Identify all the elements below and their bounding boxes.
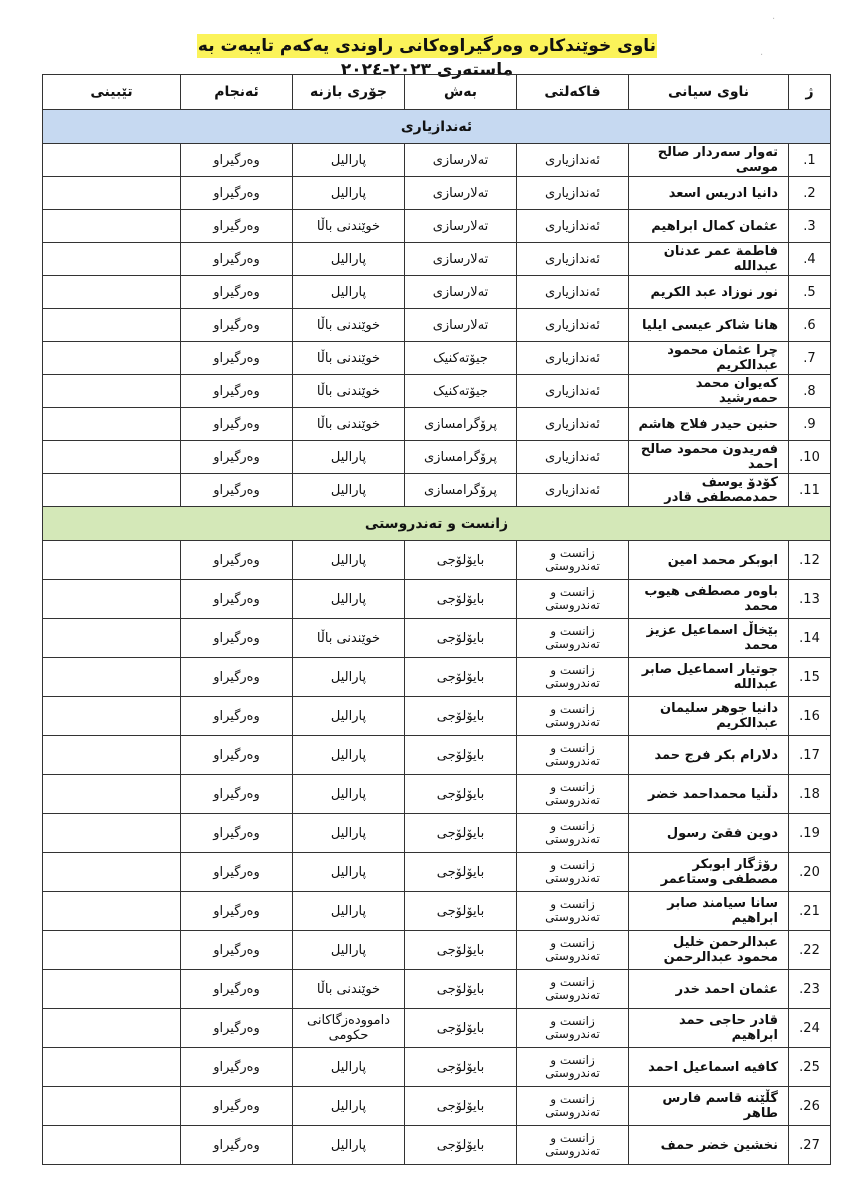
type-cell: پارالیل xyxy=(293,853,405,892)
section-title: ئەندازیاری xyxy=(43,110,831,144)
table-row xyxy=(43,342,831,375)
notes-cell xyxy=(43,177,181,210)
row-number: 7. xyxy=(789,342,831,375)
table-row xyxy=(43,658,831,697)
table-row xyxy=(43,177,831,210)
student-name: قادر حاجی حمد ابراهیم xyxy=(629,1009,789,1048)
department-cell: پرۆگرامسازی xyxy=(405,408,517,441)
faculty-cell: زانست و تەندروستی xyxy=(517,736,629,775)
type-cell: پارالیل xyxy=(293,775,405,814)
type-cell: پارالیل xyxy=(293,736,405,775)
faculty-cell: ئەندازیاری xyxy=(517,144,629,177)
result-cell: وەرگیراو xyxy=(181,1009,293,1048)
notes-cell xyxy=(43,1009,181,1048)
faculty-cell: زانست و تەندروستی xyxy=(517,814,629,853)
department-cell: تەلارسازی xyxy=(405,144,517,177)
student-name: نخشین خضر حمف xyxy=(629,1126,789,1165)
department-cell: بایۆلۆجی xyxy=(405,697,517,736)
department-cell: بایۆلۆجی xyxy=(405,814,517,853)
department-cell: بایۆلۆجی xyxy=(405,931,517,970)
table-row xyxy=(43,1126,831,1165)
faculty-cell: زانست و تەندروستی xyxy=(517,970,629,1009)
student-name: تەوار سەردار صالح موسی xyxy=(629,144,789,177)
table-row xyxy=(43,408,831,441)
faculty-cell: ئەندازیاری xyxy=(517,342,629,375)
table-row xyxy=(43,541,831,580)
student-name: بێخاڵ اسماعیل عزیز محمد xyxy=(629,619,789,658)
notes-cell xyxy=(43,1087,181,1126)
department-cell: بایۆلۆجی xyxy=(405,619,517,658)
faculty-cell: زانست و تەندروستی xyxy=(517,697,629,736)
table-row xyxy=(43,309,831,342)
department-cell: بایۆلۆجی xyxy=(405,892,517,931)
department-cell: جیۆتەکنیک xyxy=(405,375,517,408)
row-number: 21. xyxy=(789,892,831,931)
row-number: 2. xyxy=(789,177,831,210)
table-row xyxy=(43,210,831,243)
result-cell: وەرگیراو xyxy=(181,408,293,441)
result-cell: وەرگیراو xyxy=(181,775,293,814)
notes-cell xyxy=(43,814,181,853)
result-cell: وەرگیراو xyxy=(181,309,293,342)
type-cell: پارالیل xyxy=(293,814,405,853)
notes-cell xyxy=(43,408,181,441)
type-cell: پارالیل xyxy=(293,276,405,309)
notes-cell xyxy=(43,144,181,177)
faculty-cell: زانست و تەندروستی xyxy=(517,1048,629,1087)
type-cell: خوێندنی باڵا xyxy=(293,619,405,658)
result-cell: وەرگیراو xyxy=(181,375,293,408)
faculty-cell: زانست و تەندروستی xyxy=(517,1087,629,1126)
faculty-cell: زانست و تەندروستی xyxy=(517,853,629,892)
student-name: دانیا جوهر سلیمان عبدالكريم xyxy=(629,697,789,736)
row-number: 13. xyxy=(789,580,831,619)
department-cell: بایۆلۆجی xyxy=(405,541,517,580)
student-name: دوین فقێ رسول xyxy=(629,814,789,853)
table-row xyxy=(43,375,831,408)
notes-cell xyxy=(43,658,181,697)
department-cell: تەلارسازی xyxy=(405,276,517,309)
faculty-cell: ئەندازیاری xyxy=(517,441,629,474)
type-cell: پارالیل xyxy=(293,1087,405,1126)
table-row xyxy=(43,276,831,309)
row-number: 19. xyxy=(789,814,831,853)
student-name: ابوبکر محمد امین xyxy=(629,541,789,580)
student-name: کافیە اسماعیل احمد xyxy=(629,1048,789,1087)
result-cell: وەرگیراو xyxy=(181,580,293,619)
result-cell: وەرگیراو xyxy=(181,541,293,580)
notes-cell xyxy=(43,1126,181,1165)
notes-cell xyxy=(43,441,181,474)
department-cell: بایۆلۆجی xyxy=(405,580,517,619)
table-row xyxy=(43,1087,831,1126)
department-cell: بایۆلۆجی xyxy=(405,1048,517,1087)
section-header-row xyxy=(43,507,831,541)
table-row xyxy=(43,1048,831,1087)
type-cell: پارالیل xyxy=(293,474,405,507)
header-num: ژ xyxy=(789,75,831,110)
result-cell: وەرگیراو xyxy=(181,619,293,658)
faculty-cell: ئەندازیاری xyxy=(517,375,629,408)
row-number: 25. xyxy=(789,1048,831,1087)
scan-mark: · xyxy=(760,50,764,61)
student-name: کەیوان محمد حمەرشید xyxy=(629,375,789,408)
department-cell: تەلارسازی xyxy=(405,309,517,342)
table-row xyxy=(43,474,831,507)
faculty-cell: زانست و تەندروستی xyxy=(517,931,629,970)
department-cell: تەلارسازی xyxy=(405,210,517,243)
faculty-cell: زانست و تەندروستی xyxy=(517,775,629,814)
student-name: سانا سیامند صابر ابراهیم xyxy=(629,892,789,931)
result-cell: وەرگیراو xyxy=(181,276,293,309)
type-cell: پارالیل xyxy=(293,892,405,931)
type-cell: خوێندنی باڵا xyxy=(293,375,405,408)
faculty-cell: ئەندازیاری xyxy=(517,309,629,342)
page-title: ناوی خوێندکارە وەرگیراوەکانی راوندی یەکەم تایبەت بە ماستەری ٢٠٢٣-٢٠٢٤ xyxy=(197,36,657,80)
faculty-cell: زانست و تەندروستی xyxy=(517,1126,629,1165)
faculty-cell: ئەندازیاری xyxy=(517,408,629,441)
department-cell: بایۆلۆجی xyxy=(405,853,517,892)
notes-cell xyxy=(43,619,181,658)
student-name: باوەر مصطفی هیوب محمد xyxy=(629,580,789,619)
type-cell: خوێندنی باڵا xyxy=(293,408,405,441)
table-row xyxy=(43,892,831,931)
table-row xyxy=(43,619,831,658)
table-row xyxy=(43,970,831,1009)
notes-cell xyxy=(43,931,181,970)
table-row xyxy=(43,243,831,276)
row-number: 11. xyxy=(789,474,831,507)
student-name: جوتیار اسماعیل صابر عبدالله xyxy=(629,658,789,697)
notes-cell xyxy=(43,210,181,243)
type-cell: داموودەزگاکانی حکومی xyxy=(293,1009,405,1048)
faculty-cell: زانست و تەندروستی xyxy=(517,658,629,697)
row-number: 15. xyxy=(789,658,831,697)
department-cell: تەلارسازی xyxy=(405,177,517,210)
section-title: زانست و تەندروستی xyxy=(43,507,831,541)
department-cell: بایۆلۆجی xyxy=(405,736,517,775)
faculty-cell: زانست و تەندروستی xyxy=(517,541,629,580)
result-cell: وەرگیراو xyxy=(181,474,293,507)
notes-cell xyxy=(43,474,181,507)
type-cell: پارالیل xyxy=(293,144,405,177)
header-department: بەش xyxy=(405,75,517,110)
row-number: 16. xyxy=(789,697,831,736)
department-cell: بایۆلۆجی xyxy=(405,1126,517,1165)
type-cell: پارالیل xyxy=(293,658,405,697)
department-cell: جیۆتەکنیک xyxy=(405,342,517,375)
row-number: 20. xyxy=(789,853,831,892)
result-cell: وەرگیراو xyxy=(181,892,293,931)
header-name: ناوی سیانی xyxy=(629,75,789,110)
notes-cell xyxy=(43,580,181,619)
row-number: 9. xyxy=(789,408,831,441)
row-number: 24. xyxy=(789,1009,831,1048)
student-name: رۆژگار ابوبکر مصطفی وستاعمر xyxy=(629,853,789,892)
row-number: 22. xyxy=(789,931,831,970)
header-faculty: فاکەلتی xyxy=(517,75,629,110)
row-number: 4. xyxy=(789,243,831,276)
student-name: نور نوزاد عبد الكريم xyxy=(629,276,789,309)
department-cell: بایۆلۆجی xyxy=(405,970,517,1009)
table-row xyxy=(43,144,831,177)
type-cell: پارالیل xyxy=(293,1048,405,1087)
table-row xyxy=(43,580,831,619)
department-cell: پرۆگرامسازی xyxy=(405,474,517,507)
faculty-cell: ئەندازیاری xyxy=(517,474,629,507)
type-cell: پارالیل xyxy=(293,1126,405,1165)
result-cell: وەرگیراو xyxy=(181,342,293,375)
student-name: کۆدۆ یوسف حمدمصطفی قادر xyxy=(629,474,789,507)
type-cell: خوێندنی باڵا xyxy=(293,309,405,342)
result-cell: وەرگیراو xyxy=(181,210,293,243)
type-cell: پارالیل xyxy=(293,177,405,210)
department-cell: تەلارسازی xyxy=(405,243,517,276)
result-cell: وەرگیراو xyxy=(181,1126,293,1165)
table-row xyxy=(43,1009,831,1048)
faculty-cell: زانست و تەندروستی xyxy=(517,619,629,658)
table-row xyxy=(43,736,831,775)
header-result: ئەنجام xyxy=(181,75,293,110)
table-row xyxy=(43,697,831,736)
type-cell: خوێندنی باڵا xyxy=(293,342,405,375)
notes-cell xyxy=(43,697,181,736)
result-cell: وەرگیراو xyxy=(181,1087,293,1126)
notes-cell xyxy=(43,1048,181,1087)
student-name: فاطمة عمر عدنان عبدالله xyxy=(629,243,789,276)
faculty-cell: ئەندازیاری xyxy=(517,276,629,309)
header-notes: تێبینی xyxy=(43,75,181,110)
row-number: 8. xyxy=(789,375,831,408)
row-number: 14. xyxy=(789,619,831,658)
row-number: 3. xyxy=(789,210,831,243)
result-cell: وەرگیراو xyxy=(181,931,293,970)
result-cell: وەرگیراو xyxy=(181,697,293,736)
result-cell: وەرگیراو xyxy=(181,243,293,276)
notes-cell xyxy=(43,375,181,408)
header-row xyxy=(43,75,831,110)
type-cell: پارالیل xyxy=(293,697,405,736)
type-cell: پارالیل xyxy=(293,931,405,970)
notes-cell xyxy=(43,892,181,931)
notes-cell xyxy=(43,342,181,375)
scan-mark: · xyxy=(772,14,776,25)
notes-cell xyxy=(43,276,181,309)
type-cell: پارالیل xyxy=(293,580,405,619)
result-cell: وەرگیراو xyxy=(181,177,293,210)
student-name: دانیا ادریس اسعد xyxy=(629,177,789,210)
student-name: عثمان احمد خدر xyxy=(629,970,789,1009)
department-cell: بایۆلۆجی xyxy=(405,1009,517,1048)
student-name: عبدالرحمن خلیل محمود عبدالرحمن xyxy=(629,931,789,970)
result-cell: وەرگیراو xyxy=(181,814,293,853)
notes-cell xyxy=(43,970,181,1009)
result-cell: وەرگیراو xyxy=(181,441,293,474)
faculty-cell: ئەندازیاری xyxy=(517,210,629,243)
result-cell: وەرگیراو xyxy=(181,853,293,892)
department-cell: بایۆلۆجی xyxy=(405,1087,517,1126)
department-cell: بایۆلۆجی xyxy=(405,658,517,697)
row-number: 26. xyxy=(789,1087,831,1126)
student-name: فەریدون محمود صالح احمد xyxy=(629,441,789,474)
row-number: 17. xyxy=(789,736,831,775)
result-cell: وەرگیراو xyxy=(181,144,293,177)
header-type: جۆری بازنە xyxy=(293,75,405,110)
result-cell: وەرگیراو xyxy=(181,736,293,775)
type-cell: خوێندنی باڵا xyxy=(293,210,405,243)
table-row xyxy=(43,814,831,853)
notes-cell xyxy=(43,541,181,580)
table-row xyxy=(43,775,831,814)
faculty-cell: زانست و تەندروستی xyxy=(517,892,629,931)
type-cell: پارالیل xyxy=(293,441,405,474)
notes-cell xyxy=(43,775,181,814)
notes-cell xyxy=(43,853,181,892)
faculty-cell: زانست و تەندروستی xyxy=(517,580,629,619)
row-number: 23. xyxy=(789,970,831,1009)
student-name: هانا شاكر عیسی ایلیا xyxy=(629,309,789,342)
students-table xyxy=(42,74,831,1165)
row-number: 18. xyxy=(789,775,831,814)
department-cell: بایۆلۆجی xyxy=(405,775,517,814)
type-cell: خوێندنی باڵا xyxy=(293,970,405,1009)
faculty-cell: ئەندازیاری xyxy=(517,177,629,210)
row-number: 12. xyxy=(789,541,831,580)
row-number: 1. xyxy=(789,144,831,177)
row-number: 10. xyxy=(789,441,831,474)
notes-cell xyxy=(43,243,181,276)
type-cell: پارالیل xyxy=(293,541,405,580)
notes-cell xyxy=(43,736,181,775)
row-number: 5. xyxy=(789,276,831,309)
result-cell: وەرگیراو xyxy=(181,658,293,697)
result-cell: وەرگیراو xyxy=(181,970,293,1009)
type-cell: پارالیل xyxy=(293,243,405,276)
row-number: 6. xyxy=(789,309,831,342)
student-name: دڵنیا محمداحمد خضر xyxy=(629,775,789,814)
table-row xyxy=(43,931,831,970)
table-row xyxy=(43,441,831,474)
student-name: دلارام بکر فرج حمد xyxy=(629,736,789,775)
faculty-cell: زانست و تەندروستی xyxy=(517,1009,629,1048)
student-name: چرا عثمان محمود عبدالكريم xyxy=(629,342,789,375)
row-number: 27. xyxy=(789,1126,831,1165)
notes-cell xyxy=(43,309,181,342)
faculty-cell: ئەندازیاری xyxy=(517,243,629,276)
student-name: عثمان کمال ابراهیم xyxy=(629,210,789,243)
table-body xyxy=(43,110,831,1165)
table-row xyxy=(43,853,831,892)
section-header-row xyxy=(43,110,831,144)
department-cell: پرۆگرامسازی xyxy=(405,441,517,474)
student-name: گڵێنە قاسم فارس طاهر xyxy=(629,1087,789,1126)
result-cell: وەرگیراو xyxy=(181,1048,293,1087)
student-name: حنین حیدر فلاح هاشم xyxy=(629,408,789,441)
